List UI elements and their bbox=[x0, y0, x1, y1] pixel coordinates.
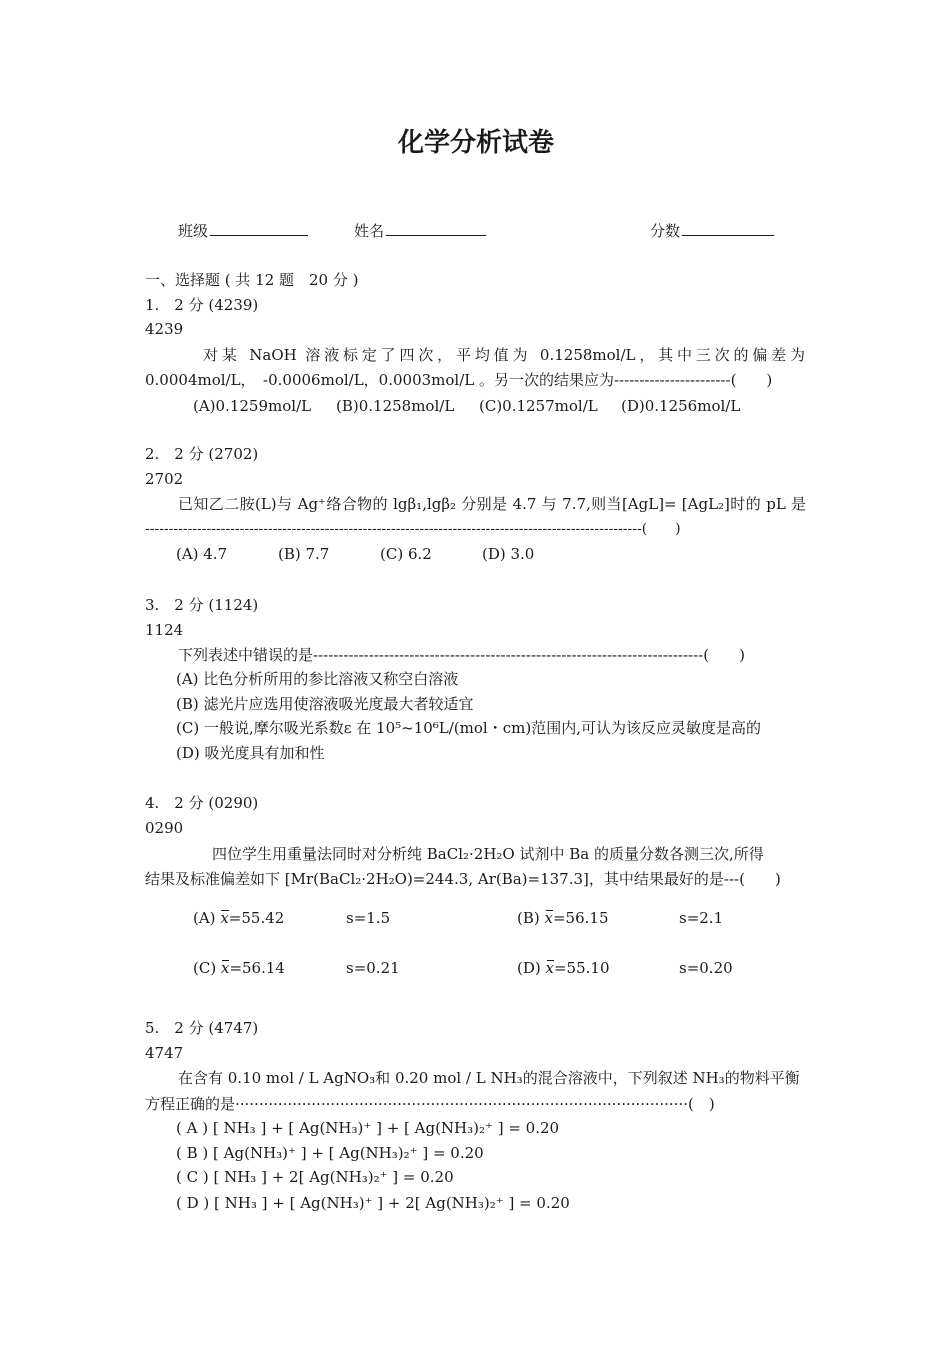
question-code: 2702 bbox=[145, 470, 184, 488]
option-b[interactable]: (B) 滤光片应选用使溶液吸光度最大者较适宜 bbox=[176, 695, 474, 713]
question-stem-line2: 结果及标准偏差如下 [Mr(BaCl₂·2H₂O)=244.3, Ar(Ba)=137.3]，其中结果最好的是---( ) bbox=[145, 870, 781, 888]
question-code: 1124 bbox=[145, 621, 184, 639]
option-a-s: s=1.5 bbox=[346, 909, 391, 927]
class-blank[interactable] bbox=[210, 220, 308, 236]
question-stem-line1: 已知乙二胺(L)与 Ag⁺络合物的 lgβ₁,lgβ₂ 分别是 4.7 与 7.7,则当[AgL]= [AgL₂]时的 pL 是 bbox=[178, 495, 806, 513]
question-code: 4747 bbox=[145, 1044, 184, 1062]
option-a[interactable]: (A) 4.7 bbox=[176, 545, 228, 563]
option-d[interactable]: (D) 3.0 bbox=[482, 545, 535, 563]
option-c[interactable]: (C)0.1257mol/L bbox=[479, 397, 598, 415]
option-d[interactable]: (D) 吸光度具有加和性 bbox=[176, 744, 325, 762]
option-b[interactable]: (B) x=56.15 bbox=[517, 909, 609, 927]
option-c[interactable]: (C) 6.2 bbox=[380, 545, 432, 563]
question-stem-line2: 0.0004mol/L， -0.0006mol/L，0.0003mol/L 。另一次的结果应为-----------------------( ) bbox=[145, 371, 773, 389]
question-head: 3. 2 分 (1124) bbox=[145, 596, 259, 614]
option-b[interactable]: ( B ) [ Ag(NH₃)⁺ ] + [ Ag(NH₃)₂⁺ ] = 0.20 bbox=[176, 1144, 484, 1162]
question-head: 4. 2 分 (0290) bbox=[145, 794, 259, 812]
question-stem: 下列表述中错误的是-----------------------------------------------------------------------------( ) bbox=[178, 646, 745, 664]
option-c[interactable]: (C) 一般说,摩尔吸光系数ε 在 10⁵~10⁶L/(mol・cm)范围内,可认为该反应灵敏度是高的 bbox=[176, 719, 761, 737]
score-blank[interactable] bbox=[682, 220, 774, 236]
option-d[interactable]: ( D ) [ NH₃ ] + [ Ag(NH₃)⁺ ] + 2[ Ag(NH₃)₂⁺ ] = 0.20 bbox=[176, 1194, 570, 1212]
x-bar-symbol: x bbox=[545, 959, 554, 977]
x-bar-symbol: x bbox=[220, 959, 230, 977]
section-heading: 一、选择题 ( 共 12 题 20 分 ) bbox=[145, 271, 359, 289]
score-field[interactable] bbox=[650, 220, 774, 241]
name-label: 姓名 bbox=[354, 222, 385, 240]
option-b[interactable]: (B)0.1258mol/L bbox=[336, 397, 455, 415]
name-blank[interactable] bbox=[386, 220, 486, 236]
option-a[interactable]: (A)0.1259mol/L bbox=[193, 397, 312, 415]
option-a[interactable]: ( A ) [ NH₃ ] + [ Ag(NH₃)⁺ ] + [ Ag(NH₃)₂⁺ ] = 0.20 bbox=[176, 1119, 560, 1137]
question-head: 1. 2 分 (4239) bbox=[145, 296, 259, 314]
question-head: 2. 2 分 (2702) bbox=[145, 445, 259, 463]
question-code: 0290 bbox=[145, 819, 184, 837]
option-a[interactable]: (A) x=55.42 bbox=[193, 909, 285, 927]
option-d[interactable]: (D) x=55.10 bbox=[517, 959, 610, 977]
option-c-s: s=0.21 bbox=[346, 959, 400, 977]
class-field[interactable] bbox=[178, 220, 308, 241]
option-a[interactable]: (A) 比色分析所用的参比溶液又称空白溶液 bbox=[176, 670, 459, 688]
name-field[interactable] bbox=[354, 220, 486, 241]
option-c[interactable]: ( C ) [ NH₃ ] + 2[ Ag(NH₃)₂⁺ ] = 0.20 bbox=[176, 1168, 454, 1186]
question-stem-line1: 在含有 0.10 mol / L AgNO₃和 0.20 mol / L NH₃的混合溶液中，下列叙述 NH₃的物料平衡 bbox=[178, 1069, 800, 1087]
x-bar-symbol: x bbox=[544, 909, 553, 927]
question-stem-line2: ---------------------------------------------------------------------------------------------------------( ) bbox=[145, 521, 681, 537]
page-title: 化学分析试卷 bbox=[397, 128, 554, 158]
option-d-s: s=0.20 bbox=[679, 959, 733, 977]
question-stem-line1: 对某 NaOH 溶液标定了四次，平均值为 0.1258mol/L，其中三次的偏差为 bbox=[203, 346, 805, 364]
score-label: 分数 bbox=[650, 222, 681, 240]
class-label: 班级 bbox=[178, 222, 209, 240]
question-head: 5. 2 分 (4747) bbox=[145, 1019, 259, 1037]
option-d[interactable]: (D)0.1256mol/L bbox=[621, 397, 741, 415]
x-bar-symbol: x bbox=[220, 909, 229, 927]
option-b[interactable]: (B) 7.7 bbox=[278, 545, 330, 563]
question-code: 4239 bbox=[145, 320, 184, 338]
option-b-s: s=2.1 bbox=[679, 909, 724, 927]
question-stem-line1: 四位学生用重量法同时对分析纯 BaCl₂·2H₂O 试剂中 Ba 的质量分数各测三次,所得 bbox=[212, 845, 764, 863]
option-c[interactable]: (C) x=56.14 bbox=[193, 959, 285, 977]
question-stem-line2: 方程正确的是·······························································································( ) bbox=[145, 1095, 715, 1113]
